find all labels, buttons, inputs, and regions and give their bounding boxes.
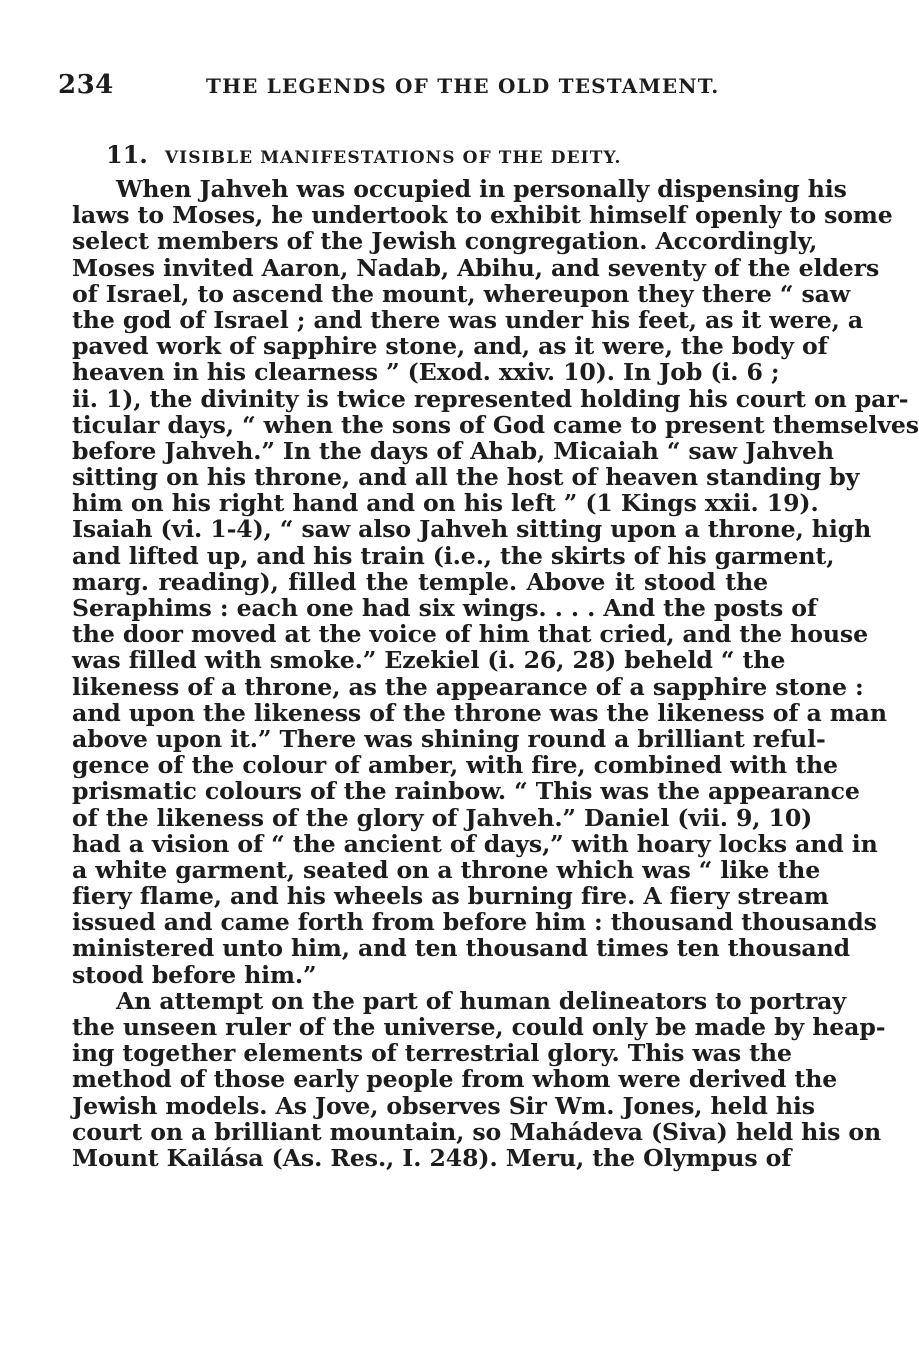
running-head [58, 70, 768, 104]
text-line: before Jahveh.” In the days of Ahab, Micaiah “ saw Jahveh [72, 436, 834, 465]
section-title: VISIBLE MANIFESTATIONS OF THE DEITY. [164, 148, 622, 168]
text-line: a white garment, seated on a throne which was “ like the [72, 855, 821, 884]
text-line: prismatic colours of the rainbow. “ This was the appearance [72, 777, 860, 806]
text-line: select members of the Jewish congregation. Accordingly, [72, 227, 818, 256]
text-line: him on his right hand and on his left ” (1 Kings xxii. 19). [72, 489, 819, 518]
text-line: and lifted up, and his train (i.e., the skirts of his garment, [72, 541, 835, 570]
body-text [72, 175, 919, 1172]
text-line: ing together elements of terrestrial glory. This was the [72, 1039, 792, 1068]
text-line: stood before him.” [72, 960, 317, 989]
text-line: Isaiah (vi. 1-4), “ saw also Jahveh sitting upon a throne, high [72, 515, 872, 544]
text-line: was filled with smoke.” Ezekiel (i. 26, 28) beheld “ the [72, 646, 786, 675]
text-line: When Jahveh was occupied in personally dispensing his [116, 175, 847, 203]
text-line: of the likeness of the glory of Jahveh.” Daniel (vii. 9, 10) [72, 803, 813, 832]
text-line: gence of the colour of amber, with fire, combined with the [72, 751, 838, 780]
text-line: fiery flame, and his wheels as burning fire. A fiery stream [72, 882, 829, 911]
text-line: and upon the likeness of the throne was the likeness of a man [72, 698, 887, 727]
text-line: the unseen ruler of the universe, could only be made by heap- [72, 1013, 886, 1041]
text-line: likeness of a throne, as the appearance of a sapphire stone : [72, 672, 864, 701]
text-line: ticular days, “ when the sons of God came to present themselves [72, 410, 919, 439]
running-title: THE LEGENDS OF THE OLD TESTAMENT. [206, 74, 720, 98]
text-line: of Israel, to ascend the mount, whereupon they there “ saw [72, 279, 851, 308]
section-heading [106, 140, 622, 169]
text-line: the god of Israel ; and there was under his feet, as it were, a [72, 305, 864, 334]
paragraph [72, 986, 886, 1172]
text-line: method of those early people from whom were derived the [72, 1065, 838, 1094]
page-number: 234 [58, 70, 114, 100]
text-line: ii. 1), the divinity is twice represented holding his court on par- [72, 384, 909, 413]
text-line: the door moved at the voice of him that cried, and the house [72, 620, 869, 649]
text-line: sitting on his throne, and all the host of heaven standing by [72, 463, 860, 492]
text-line: Moses invited Aaron, Nadab, Abihu, and seventy of the elders [72, 253, 880, 282]
text-line: court on a brilliant mountain, so Mahádeva (Siva) held his on [72, 1117, 882, 1146]
section-number: 11. [106, 140, 148, 169]
paragraph [72, 175, 919, 989]
text-line: heaven in his clearness ” (Exod. xxiv. 10). In Job (i. 6 ; [72, 358, 780, 387]
text-line: marg. reading), filled the temple. Above it stood the [72, 567, 768, 596]
text-line: Seraphims : each one had six wings. . . . And the posts of [72, 594, 817, 622]
text-line: ministered unto him, and ten thousand times ten thousand [72, 934, 851, 963]
text-line: had a vision of “ the ancient of days,” with hoary locks and in [72, 829, 878, 858]
text-line: Mount Kailása (As. Res., I. 248). Meru, the Olympus of [72, 1143, 792, 1172]
text-line: paved work of sapphire stone, and, as it were, the body of [72, 332, 828, 361]
text-line: above upon it.” There was shining round a brilliant reful- [72, 724, 826, 753]
text-line: An attempt on the part of human delineators to portray [116, 986, 846, 1015]
text-line: Jewish models. As Jove, observes Sir Wm. Jones, held his [72, 1091, 815, 1120]
text-line: issued and came forth from before him : thousand thousands [72, 908, 877, 937]
text-line: laws to Moses, he undertook to exhibit himself openly to some [72, 201, 893, 230]
